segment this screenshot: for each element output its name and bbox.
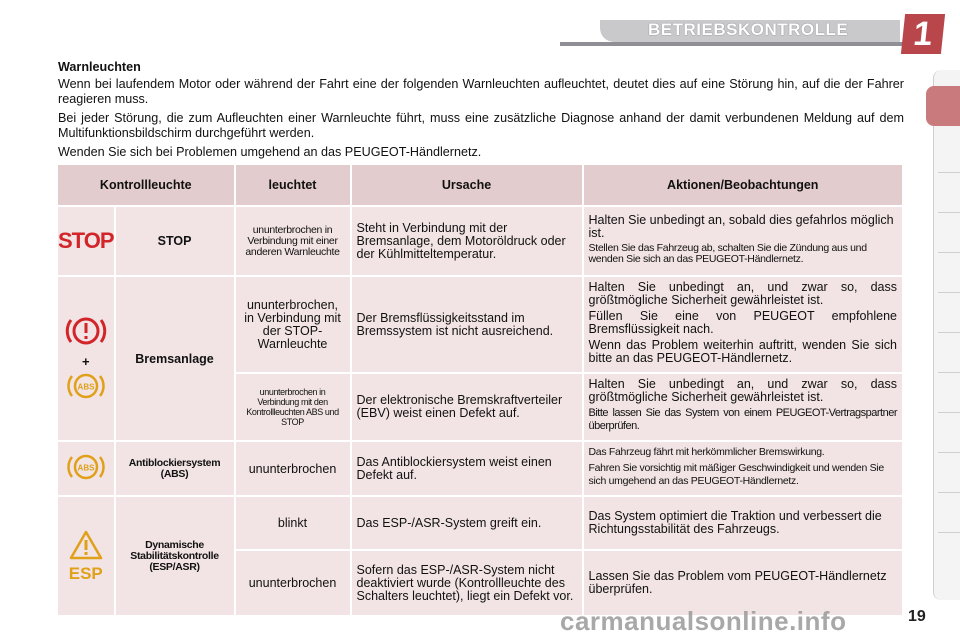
esp-icon-label: ESP bbox=[68, 563, 103, 583]
abs-icon-label: ABS bbox=[77, 463, 95, 473]
esp-warning-icon bbox=[68, 529, 104, 561]
warning-lights-table bbox=[56, 163, 904, 617]
action-text: Lassen Sie das Problem vom PEUGEOT-Händlernetz überprüfen. bbox=[584, 551, 902, 615]
column-header: Ursache bbox=[352, 165, 582, 205]
action-cell bbox=[584, 442, 902, 495]
intro-section bbox=[58, 60, 904, 164]
table-row bbox=[58, 207, 902, 275]
header-rule bbox=[560, 42, 940, 46]
column-header: Kontrollleuchte bbox=[58, 165, 234, 205]
action-note: Stellen Sie das Fahrzeug ab, schalten Sie die Zündung aus und wenden Sie sich an das PEUGEOT-Händlernetz. bbox=[588, 242, 867, 265]
abs-warning-icon bbox=[66, 369, 106, 403]
cause-text: Das Antiblockiersystem weist einen Defekt auf. bbox=[352, 442, 582, 495]
intro-paragraph: Wenden Sie sich bei Problemen umgehend an das PEUGEOT-Händlernetz. bbox=[58, 145, 482, 159]
chapter-tab-active[interactable] bbox=[926, 86, 960, 126]
column-header: leuchtet bbox=[236, 165, 350, 205]
tab-divider bbox=[938, 172, 960, 173]
plus-sign: + bbox=[81, 354, 90, 369]
action-text: Das System optimiert die Traktion und verbessert die Richtungsstabilität des Fahrzeugs. bbox=[584, 497, 902, 549]
cause-text: Steht in Verbindung mit der Bremsanlage, dem Motoröldruck oder der Kühlmitteltemperatur. bbox=[352, 207, 582, 275]
tab-divider bbox=[938, 292, 960, 293]
cause-text: Der Bremsflüssigkeitsstand im Bremssystem ist nicht ausreichend. bbox=[352, 277, 582, 372]
light-name: Dynamische Stabilitätskontrolle (ESP/ASR) bbox=[116, 497, 234, 615]
table-row bbox=[58, 277, 902, 372]
icon-cell bbox=[58, 277, 114, 440]
action-cell bbox=[584, 277, 902, 372]
tab-divider bbox=[938, 212, 960, 213]
tab-divider bbox=[938, 372, 960, 373]
lit-state: ununterbrochen in Verbindung mit den Kontrollleuchten ABS und STOP bbox=[236, 374, 350, 440]
action-text: Füllen Sie eine von PEUGEOT empfohlene Bremsflüssigkeit nach. bbox=[588, 309, 897, 336]
page-number: 19 bbox=[908, 608, 926, 625]
tab-divider bbox=[938, 452, 960, 453]
action-cell bbox=[584, 374, 902, 440]
light-name: Bremsanlage bbox=[116, 277, 234, 440]
chapter-tabs bbox=[933, 70, 960, 600]
tab-divider bbox=[938, 252, 960, 253]
column-header: Aktionen/Beobachtungen bbox=[584, 165, 902, 205]
action-text: Das Fahrzeug fährt mit herkömmlicher Bremswirkung. bbox=[588, 446, 825, 458]
intro-heading: Warnleuchten bbox=[58, 60, 141, 74]
tab-divider bbox=[938, 532, 960, 533]
tab-divider bbox=[938, 412, 960, 413]
abs-icon-label: ABS bbox=[77, 382, 95, 392]
tab-divider bbox=[938, 492, 960, 493]
lit-state: ununterbrochen bbox=[236, 551, 350, 615]
action-cell bbox=[584, 207, 902, 275]
cause-text: Sofern das ESP-/ASR-System nicht deaktiviert wurde (Kontrollleuchte des Schalters leuchtet), liegt ein Defekt vor. bbox=[352, 551, 582, 615]
chapter-number: 1 bbox=[901, 14, 945, 54]
cause-text: Das ESP-/ASR-System greift ein. bbox=[352, 497, 582, 549]
table-row bbox=[58, 497, 902, 549]
table-header-row bbox=[58, 165, 902, 205]
action-text: Wenn das Problem weiterhin auftritt, wenden Sie sich bitte an das PEUGEOT-Händlernetz. bbox=[588, 338, 897, 365]
stop-warning-icon: STOP bbox=[58, 228, 114, 253]
action-text: Fahren Sie vorsichtig mit mäßiger Geschwindigkeit und wenden Sie sich umgehend an das PEUGEOT-Händlernetz. bbox=[588, 462, 884, 487]
watermark: carmanualsonline.info bbox=[560, 606, 847, 636]
light-name: STOP bbox=[116, 207, 234, 275]
tab-divider bbox=[938, 332, 960, 333]
action-text: Halten Sie unbedingt an, sobald dies gefahrlos möglich ist. bbox=[588, 213, 894, 240]
abs-warning-icon bbox=[66, 450, 106, 484]
intro-paragraph: Wenn bei laufendem Motor oder während der Fahrt eine der folgenden Warnleuchten aufleuchtet, deutet dies auf eine Störung hin, auf die der Fahrer reagieren muss. bbox=[58, 77, 904, 106]
lit-state: blinkt bbox=[236, 497, 350, 549]
intro-paragraph: Bei jeder Störung, die zum Aufleuchten einer Warnleuchte führt, muss eine zusätzliche Diagnose anhand der damit verbundenen Meldung auf dem Multifunktionsbildschirm durchgeführt werden. bbox=[58, 111, 904, 140]
light-name: Antiblockiersystem (ABS) bbox=[116, 442, 234, 495]
table-row bbox=[58, 442, 902, 495]
lit-state: ununterbrochen bbox=[236, 442, 350, 495]
icon-cell bbox=[58, 207, 114, 275]
brake-warning-icon bbox=[64, 311, 108, 351]
icon-cell bbox=[58, 497, 114, 615]
action-text: Halten Sie unbedingt an, und zwar so, dass größtmögliche Sicherheit gewährleistet ist. bbox=[588, 280, 897, 307]
lit-state: ununterbrochen, in Verbindung mit der STOP-Warnleuchte bbox=[236, 277, 350, 372]
action-text: Halten Sie unbedingt an, und zwar so, dass größtmögliche Sicherheit gewährleistet ist. bbox=[588, 377, 897, 404]
section-title: BETRIEBSKONTROLLE bbox=[648, 20, 849, 39]
action-note: Bitte lassen Sie das System von einem PEUGEOT-Vertragspartner überprüfen. bbox=[588, 407, 897, 432]
icon-cell bbox=[58, 442, 114, 495]
lit-state: ununterbrochen in Verbindung mit einer anderen Warnleuchte bbox=[236, 207, 350, 275]
cause-text: Der elektronische Bremskraftverteiler (EBV) weist einen Defekt auf. bbox=[352, 374, 582, 440]
